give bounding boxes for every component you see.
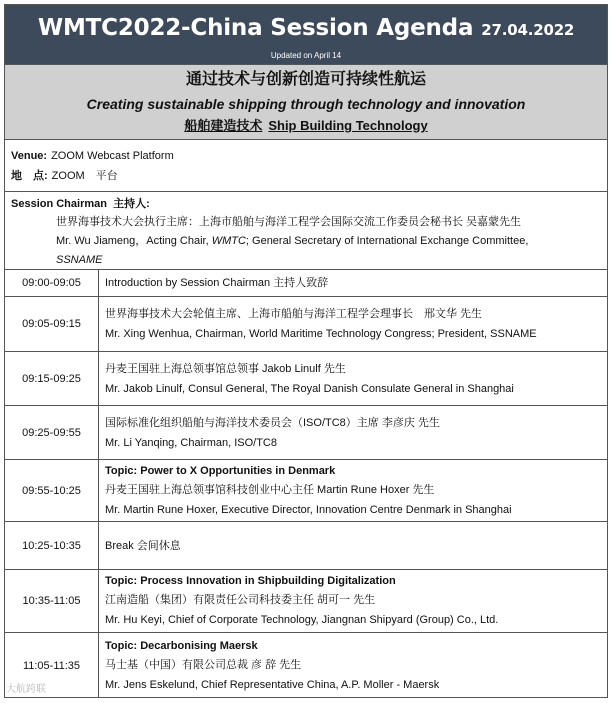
chairman-org: WMTC — [211, 235, 246, 247]
topic-title: Topic: Process Innovation in Shipbuilding Digitalization — [105, 575, 396, 587]
session-line: Mr. Li Yanqing, Chairman, ISO/TC8 — [105, 436, 277, 449]
session-details — [99, 460, 512, 521]
time-slot: 11:05-11:35 — [5, 633, 99, 698]
session-line: Mr. Martin Rune Hoxer, Executive Director, Innovation Centre Denmark in Shanghai — [105, 503, 512, 516]
topic-title: Topic: Decarbonising Maersk — [105, 640, 258, 652]
updated-note: Updated on April 14 — [270, 51, 342, 60]
time-slot: 09:05-09:15 — [5, 297, 99, 351]
track-english: Ship Building Technology — [268, 118, 428, 133]
chairman-block — [5, 192, 607, 270]
session-date: 27.04.2022 — [481, 21, 575, 39]
time-slot: 10:35-11:05 — [5, 570, 99, 632]
theme-english: Creating sustainable shipping through technology and innovation — [86, 96, 526, 112]
topic-title: Topic: Power to X Opportunities in Denmark — [105, 464, 336, 477]
venue-value: ZOOM Webcast Platform — [51, 150, 174, 162]
session-details — [99, 633, 439, 698]
chairman-role: ; General Secretary of International Exchange Committee, — [245, 235, 529, 247]
chairman-line-en — [56, 232, 603, 251]
agenda-header — [5, 5, 607, 65]
time-slot: 09:15-09:25 — [5, 352, 99, 405]
theme-chinese: 通过技术与创新创造可持续性航运 — [185, 69, 426, 88]
session-line: 马士基（中国）有限公司总裁 彦 辞 先生 — [105, 659, 302, 671]
session-details — [99, 352, 514, 405]
chairman-heading — [11, 196, 607, 213]
theme-block — [5, 65, 607, 140]
agenda-row — [5, 297, 607, 352]
session-line: Mr. Xing Wenhua, Chairman, World Maritime Technology Congress; President, SSNAME — [105, 328, 537, 340]
session-line: 国际标准化组织船舶与海洋技术委员会（ISO/TC8）主席 李彦庆 先生 — [105, 416, 440, 429]
chairman-line-cn: 世界海事技术大会执行主席：上海市船舶与海洋工程学会国际交流工作委员会秘书长 吴嘉蒙先生 — [56, 216, 522, 228]
agenda-row — [5, 633, 607, 698]
session-details — [99, 297, 537, 351]
agenda-row — [5, 406, 607, 460]
time-slot: 09:25-09:55 — [5, 406, 99, 459]
time-slot: 09:00-09:05 — [5, 270, 99, 296]
session-line: 丹麦王国驻上海总领事馆总领事 Jakob Linulf 先生 — [105, 362, 346, 375]
chairman-label-cn: 主持人: — [113, 198, 150, 210]
agenda-row — [5, 460, 607, 522]
time-slot: 10:25-10:35 — [5, 522, 99, 569]
chairman-name: Mr. Wu Jiameng，Acting Chair, — [56, 235, 212, 247]
agenda-row — [5, 522, 607, 570]
session-line: Mr. Jens Eskelund, Chief Representative China, A.P. Moller - Maersk — [105, 679, 440, 691]
chairman-society: SSNAME — [56, 254, 103, 266]
agenda-row — [5, 352, 607, 406]
session-line: Introduction by Session Chairman 主持人致辞 — [105, 277, 329, 289]
track-title — [5, 117, 607, 135]
session-line: Mr. Hu Keyi, Chief of Corporate Technology, Jiangnan Shipyard (Group) Co., Ltd. — [105, 614, 499, 626]
session-line: Mr. Jakob Linulf, Consul General, The Royal Danish Consulate General in Shanghai — [105, 382, 514, 395]
track-chinese: 船舶建造技术 — [184, 119, 263, 134]
session-details — [99, 270, 328, 296]
venue-value-cn: ZOOM 平台 — [51, 170, 118, 182]
chairman-line-en-2 — [56, 251, 603, 270]
time-slot: 09:55-10:25 — [5, 460, 99, 521]
session-line: Break 会间休息 — [105, 539, 181, 552]
watermark: 大航跨联 — [6, 684, 46, 695]
chairman-label: Session Chairman — [11, 198, 107, 210]
venue-english — [11, 146, 607, 166]
venue-chinese — [11, 166, 607, 186]
chairman-details — [11, 213, 607, 270]
session-line: 丹麦王国驻上海总领事馆科技创业中心主任 Martin Rune Hoxer 先生 — [105, 483, 435, 496]
title-text: WMTC2022-China Session Agenda — [37, 15, 474, 41]
venue-label-cn: 地 点: — [11, 170, 48, 182]
venue-block — [5, 140, 607, 192]
session-details — [99, 406, 440, 459]
agenda-table — [4, 4, 608, 698]
session-details — [99, 570, 498, 632]
session-details — [99, 522, 181, 569]
agenda-title — [5, 5, 607, 44]
venue-label: Venue: — [11, 150, 48, 162]
agenda-row — [5, 270, 607, 297]
session-line: 江南造船（集团）有限责任公司科技委主任 胡可一 先生 — [105, 594, 376, 606]
agenda-row — [5, 570, 607, 633]
agenda-rows — [5, 270, 607, 698]
session-line: 世界海事技术大会轮值主席、上海市船舶与海洋工程学会理事长 邢文华 先生 — [105, 308, 483, 320]
